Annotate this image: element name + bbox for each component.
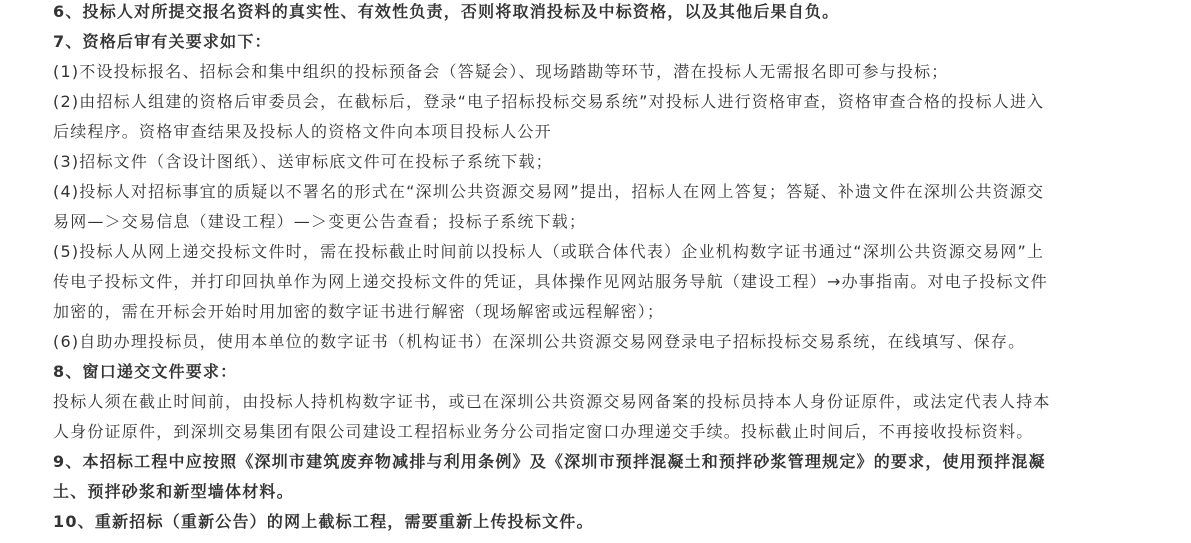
item-7-4: (4)投标人对招标事宜的质疑以不署名的形式在“深圳公共资源交易网”提出，招标人在网上答复；答疑、补遗文件在深圳公共资源交 (53, 182, 1045, 201)
item-8-body: 投标人须在截止时间前，由投标人持机构数字证书，或已在深圳公共资源交易网备案的投标员持本人身份证原件，或法定代表人持本 (53, 392, 1051, 411)
item-9: 9、本招标工程中应按照《深圳市建筑废弃物减排与利用条例》及《深圳市预拌混凝土和预拌砂浆管理规定》的要求，使用预拌混凝 (53, 452, 1046, 471)
item-7-6: (6)自助办理投标员，使用本单位的数字证书（机构证书）在深圳公共资源交易网登录电子招标投标交易系统，在线填写、保存。 (53, 332, 1026, 351)
item-10: 10、重新招标（重新公告）的网上截标工程，需要重新上传投标文件。 (53, 512, 594, 531)
item-6: 6、投标人对所提交报名资料的真实性、有效性负责，否则将取消投标及中标资格，以及其他后果自负。 (53, 2, 840, 21)
item-7-2: (2)由招标人组建的资格后审委员会，在截标后，登录“电子招标投标交易系统”对投标人进行资格审查，资格审查合格的投标人进入 (53, 92, 1045, 111)
item-8-body-cont: 人身份证原件，到深圳交易集团有限公司建设工程招标业务分公司指定窗口办理递交手续。投标截止时间后，不再接收投标资料。 (53, 422, 1034, 441)
item-7-5: (5)投标人从网上递交投标文件时，需在投标截止时间前以投标人（或联合体代表）企业机构数字证书通过“深圳公共资源交易网”上 (53, 242, 1045, 261)
item-8-heading: 8、窗口递交文件要求： (53, 362, 238, 381)
item-7-2-cont: 后续程序。资格审查结果及投标人的资格文件向本项目投标人公开 (53, 122, 552, 141)
item-7-5-cont2: 加密的，需在开标会开始时用加密的数字证书进行解密（现场解密或远程解密）； (53, 302, 665, 321)
item-7-4-cont: 易网—＞交易信息（建设工程）—＞变更公告查看；投标子系统下载； (53, 212, 587, 231)
item-7-1: (1)不设投标报名、招标会和集中组织的投标预备会（答疑会）、现场踏勘等环节，潜在投标人无需报名即可参与投标； (53, 62, 949, 81)
item-7-heading: 7、资格后审有关要求如下： (53, 32, 272, 51)
item-7-3: (3)招标文件（含设计图纸）、送审标底文件可在投标子系统下载； (53, 152, 553, 171)
item-9-cont: 土、预拌砂浆和新型墙体材料。 (53, 482, 294, 501)
item-7-5-cont: 传电子投标文件，并打印回执单作为网上递交投标文件的凭证，具体操作见网站服务导航（建设工程）→办事指南。对电子投标文件 (53, 272, 1049, 291)
